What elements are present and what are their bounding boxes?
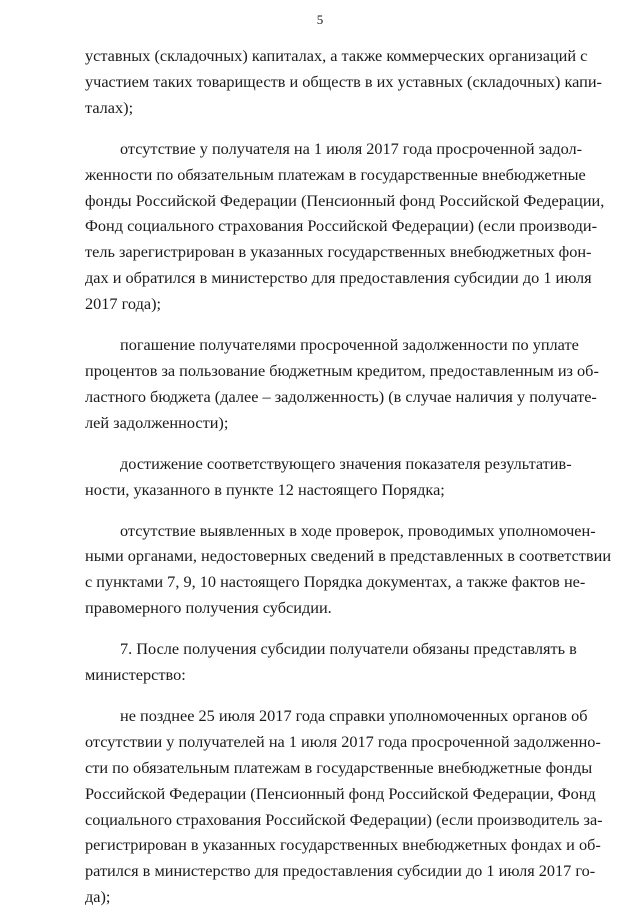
page-number: 5 bbox=[316, 12, 324, 27]
document-body bbox=[85, 43, 612, 910]
text-line: отсутствие у получателя на 1 июля 2017 года просроченной задол- bbox=[120, 138, 583, 158]
text-line: процентов за пользование бюджетным кредитом, предоставленным из об- bbox=[85, 360, 599, 380]
text-line: с пунктами 7, 9, 10 настоящего Порядка документах, а также фактов не- bbox=[85, 572, 586, 592]
text-line: уставных (складочных) капиталах, а также коммерческих организаций с bbox=[85, 46, 588, 65]
text-line: дах и обратился в министерство для предоставления субсидии до 1 июля bbox=[85, 268, 592, 288]
paragraph-p3 bbox=[85, 332, 599, 436]
text-line: женности по обязательным платежам в государственные внебюджетные bbox=[85, 164, 586, 184]
text-line: регистрирован в указанных государственных внебюджетных фондах и об- bbox=[85, 835, 601, 855]
text-line: ратился в министерство для предоставления субсидии до 1 июля 2017 го- bbox=[85, 861, 596, 881]
paragraph-p2 bbox=[85, 136, 605, 317]
text-line: не позднее 25 июля 2017 года справки уполномоченных органов об bbox=[120, 705, 588, 725]
text-line: отсутствие выявленных в ходе проверок, проводимых уполномочен- bbox=[120, 520, 596, 540]
text-line: ными органами, недостоверных сведений в представленных в соответствии bbox=[85, 546, 612, 566]
text-line: да); bbox=[85, 887, 111, 907]
paragraph-p1 bbox=[85, 43, 602, 121]
paragraph-p4 bbox=[85, 451, 572, 503]
text-line: погашение получателями просроченной задолженности по уплате bbox=[120, 335, 579, 355]
text-line: ности, указанного в пункте 12 настоящего Порядка; bbox=[85, 479, 445, 499]
paragraph-p6 bbox=[85, 636, 577, 688]
text-line: фонды Российской Федерации (Пенсионный фонд Российской Федерации, bbox=[85, 190, 605, 210]
text-line: тель зарегистрирован в указанных государственных внебюджетных фон- bbox=[85, 242, 592, 262]
text-line: ластного бюджета (далее – задолженность) (в случае наличия у получате- bbox=[85, 386, 597, 406]
paragraph-p5 bbox=[85, 518, 612, 622]
text-line: сти по обязательным платежам в государственные внебюджетные фонды bbox=[85, 757, 593, 777]
text-line: участием таких товариществ и обществ в их уставных (складочных) капи- bbox=[85, 71, 602, 91]
text-line: достижение соответствующего значения показателя результатив- bbox=[120, 453, 572, 473]
text-line: 7. После получения субсидии получатели обязаны представлять в bbox=[120, 639, 577, 659]
text-line: министерство: bbox=[85, 665, 186, 685]
text-line: Фонд социального страхования Российской Федерации) (если производи- bbox=[85, 216, 598, 236]
text-line: Российской Федерации (Пенсионный фонд Российской Федерации, Фонд bbox=[85, 783, 596, 803]
text-line: социального страхования Российской Федерации) (если производитель за- bbox=[85, 809, 603, 829]
text-line: талах); bbox=[85, 97, 134, 117]
text-line: правомерного получения субсидии. bbox=[85, 598, 332, 618]
text-line: 2017 года); bbox=[85, 294, 162, 314]
paragraph-p7 bbox=[85, 703, 603, 910]
text-line: отсутствии у получателей на 1 июля 2017 года просроченной задолженно- bbox=[85, 731, 601, 751]
text-line: лей задолженности); bbox=[85, 412, 229, 432]
